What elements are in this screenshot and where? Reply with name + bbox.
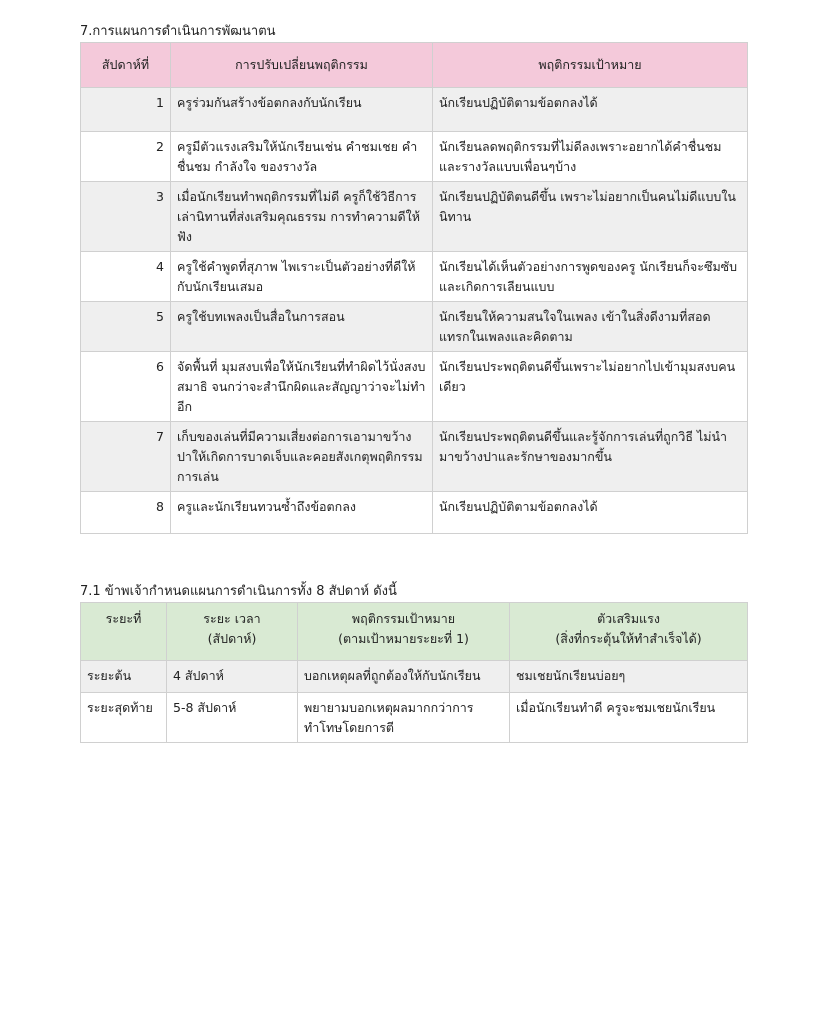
week-cell: 2 <box>81 132 171 182</box>
target-cell: นักเรียนได้เห็นตัวอย่างการพูดของครู นักเรียนก็จะซึมซับและเกิดการเลียนแบบ <box>433 252 748 302</box>
target-cell: นักเรียนประพฤติตนดีขึ้นและรู้จักการเล่นที่ถูกวิธี ไม่นำมาขว้างปาและรักษาของมากขึ้น <box>433 422 748 492</box>
table-header-row <box>81 43 748 88</box>
change-cell: เก็บของเล่นที่มีความเสี่ยงต่อการเอามาขว้างปาให้เกิดการบาดเจ็บและคอยสังเกตุพฤติกรรมการเล่น <box>171 422 433 492</box>
target-cell: นักเรียนปฏิบัติตามข้อตกลงได้ <box>433 88 748 132</box>
target-cell: นักเรียนปฏิบัติตามข้อตกลงได้ <box>433 492 748 534</box>
table-row <box>81 352 748 422</box>
table-row <box>81 182 748 252</box>
change-cell: ครูมีตัวแรงเสริมให้นักเรียนเช่น คำชมเชย คำชื่นชม กำลังใจ ของรางวัล <box>171 132 433 182</box>
table-row <box>81 422 748 492</box>
phase-cell: ระยะต้น <box>81 661 167 693</box>
header-duration <box>167 603 298 661</box>
eight-week-plan-table <box>80 602 748 743</box>
header-target-line-2: (ตามเป้าหมายระยะที่ 1) <box>338 631 469 646</box>
header-target-line-1: พฤติกรรมเป้าหมาย <box>351 611 456 626</box>
week-cell: 4 <box>81 252 171 302</box>
phase-cell: ระยะสุดท้าย <box>81 693 167 743</box>
table-row <box>81 132 748 182</box>
table-row <box>81 492 748 534</box>
week-cell: 8 <box>81 492 171 534</box>
table-row <box>81 302 748 352</box>
table-row <box>81 252 748 302</box>
header-phase <box>81 603 167 661</box>
duration-cell: 5-8 สัปดาห์ <box>167 693 298 743</box>
table-row <box>81 88 748 132</box>
target-cell: นักเรียนให้ความสนใจในเพลง เข้าในสิ่งดีงามที่สอดแทรกในเพลงและคิดตาม <box>433 302 748 352</box>
change-cell: เมื่อนักเรียนทำพฤติกรรมที่ไม่ดี ครูก็ใช้วิธีการเล่านิทานที่ส่งเสริมคุณธรรม การทำความดีให้ฟัง <box>171 182 433 252</box>
change-cell: ครูร่วมกันสร้างข้อตกลงกับนักเรียน <box>171 88 433 132</box>
table-header-row <box>81 603 748 661</box>
table-row <box>81 693 748 743</box>
header-reinforcer-line-1: ตัวเสริมแรง <box>597 611 660 626</box>
header-week: สัปดาห์ที่ <box>81 43 171 88</box>
target-cell: นักเรียนประพฤติตนดีขึ้นเพราะไม่อยากไปเข้ามุมสงบคนเดียว <box>433 352 748 422</box>
header-behavior-change: การปรับเปลี่ยนพฤติกรรม <box>171 43 433 88</box>
header-reinforcer-line-2: (สิ่งที่กระตุ้นให้ทำสำเร็จได้) <box>555 631 702 646</box>
change-cell: จัดพื้นที่ มุมสงบเพื่อให้นักเรียนที่ทำผิดไว้นั่งสงบ สมาธิ จนกว่าจะสำนึกผิดและสัญญาว่าจะไม่ทำอีก <box>171 352 433 422</box>
change-cell: ครูใช้บทเพลงเป็นสื่อในการสอน <box>171 302 433 352</box>
header-duration-line-1: ระยะ เวลา <box>203 611 261 626</box>
week-cell: 1 <box>81 88 171 132</box>
week-cell: 6 <box>81 352 171 422</box>
development-plan-table <box>80 42 748 534</box>
target-cell: นักเรียนลดพฤติกรรมที่ไม่ดีลงเพราะอยากได้คำชื่นชมและรางวัลแบบเพื่อนๆบ้าง <box>433 132 748 182</box>
change-cell: ครูและนักเรียนทวนซ้ำถึงข้อตกลง <box>171 492 433 534</box>
target-cell: พยายามบอกเหตุผลมากกว่าการทำโทษโดยการตี <box>298 693 510 743</box>
reinforcer-cell: เมื่อนักเรียนทำดี ครูจะชมเชยนักเรียน <box>510 693 748 743</box>
header-phase-label: ระยะที่ <box>105 611 142 626</box>
change-cell: ครูใช้คำพูดที่สุภาพ ไพเราะเป็นตัวอย่างที่ดีให้กับนักเรียนเสมอ <box>171 252 433 302</box>
duration-cell: 4 สัปดาห์ <box>167 661 298 693</box>
header-target-behavior: พฤติกรรมเป้าหมาย <box>433 43 748 88</box>
header-reinforcer <box>510 603 748 661</box>
table-row <box>81 661 748 693</box>
reinforcer-cell: ชมเชยนักเรียนบ่อยๆ <box>510 661 748 693</box>
week-cell: 7 <box>81 422 171 492</box>
section-7-title: 7.การแผนการดำเนินการพัฒนาตน <box>80 24 276 39</box>
target-cell: บอกเหตุผลที่ถูกต้องให้กับนักเรียน <box>298 661 510 693</box>
target-cell: นักเรียนปฏิบัติตนดีขึ้น เพราะไม่อยากเป็นคนไม่ดีแบบในนิทาน <box>433 182 748 252</box>
week-cell: 5 <box>81 302 171 352</box>
header-duration-line-2: (สัปดาห์) <box>207 631 257 646</box>
section-7-1-title: 7.1 ข้าพเจ้ากำหนดแผนการดำเนินการทั้ง 8 สัปดาห์ ดังนี้ <box>80 584 397 599</box>
header-target <box>298 603 510 661</box>
week-cell: 3 <box>81 182 171 252</box>
